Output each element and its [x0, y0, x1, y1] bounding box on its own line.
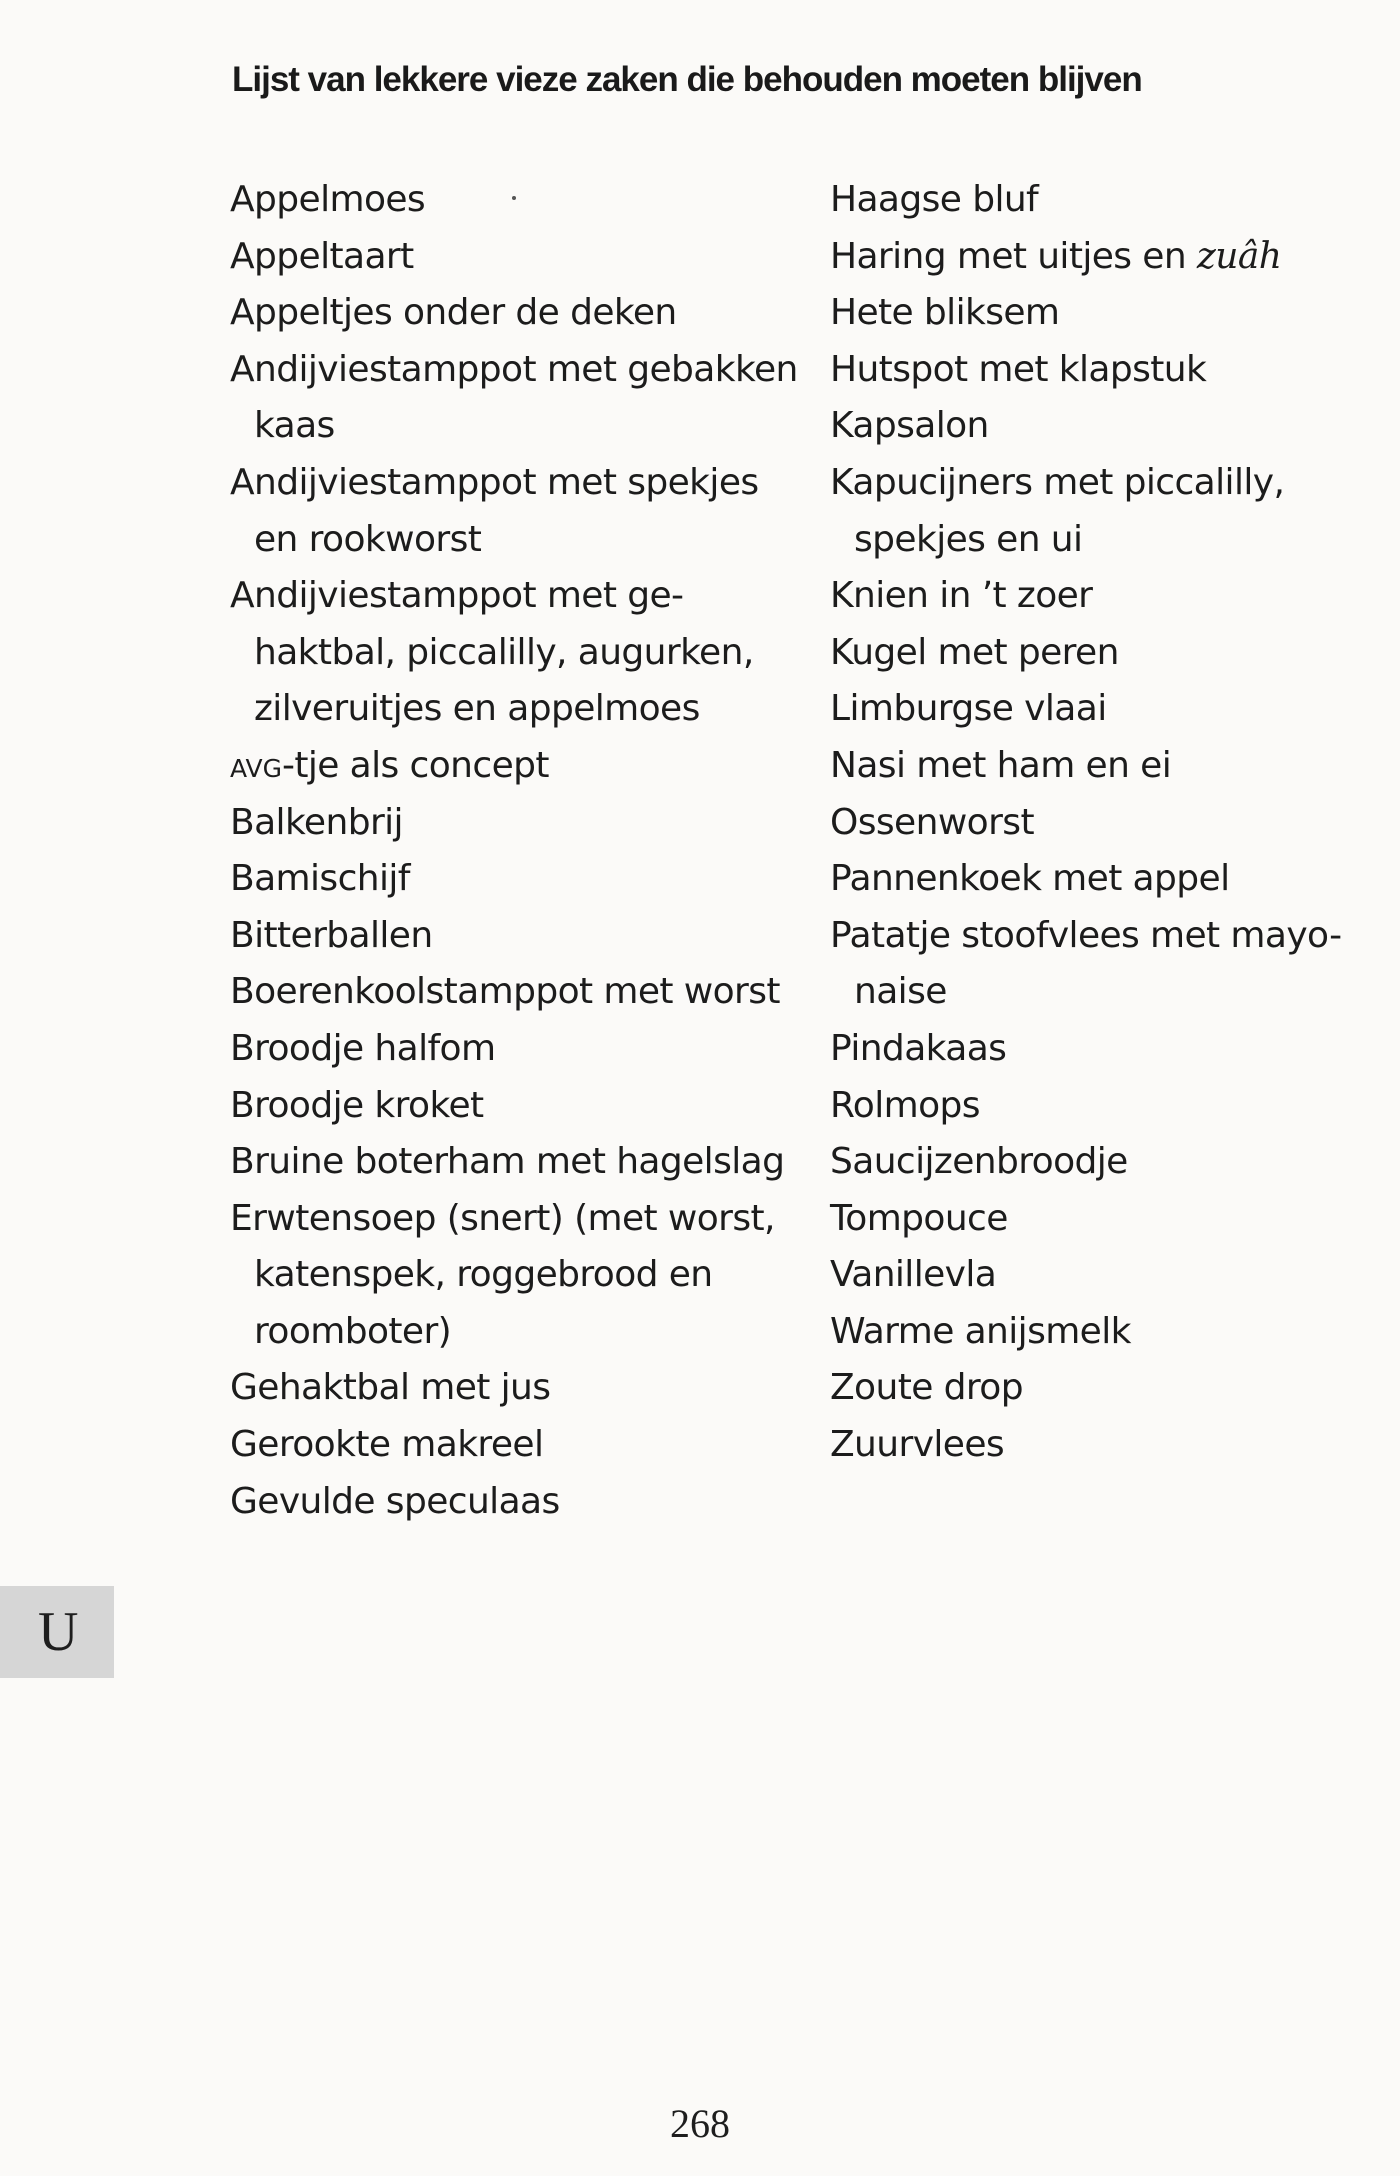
list-item-line: en rookworst	[254, 518, 482, 560]
list-item-line: Kapucijners met piccalilly,	[830, 461, 1285, 503]
list-item-text	[830, 1198, 1008, 1239]
list-item	[230, 1021, 798, 1078]
list-item	[830, 1191, 1342, 1248]
list-item	[830, 1304, 1342, 1361]
list-item-text	[230, 1198, 775, 1239]
list-item-text	[830, 688, 1107, 729]
list-item-text	[230, 1367, 550, 1408]
list-item-line: -tje als concept	[281, 744, 549, 786]
list-item-text	[830, 179, 1038, 220]
list-item-continuation	[230, 1304, 798, 1361]
list-item-line: Andijviestamppot met ge-	[230, 575, 684, 617]
list-item	[230, 964, 798, 1021]
list-item-line: Patatje stoofvlees met mayo-	[830, 914, 1342, 956]
list-item	[230, 229, 798, 286]
list-item-line: Gevulde speculaas	[230, 1480, 560, 1522]
list-item-continuation	[230, 681, 798, 738]
list-item-line: haktbal, piccalilly, augurken,	[254, 631, 754, 673]
list-item-continuation	[230, 512, 798, 569]
list-item-text	[830, 1028, 1006, 1069]
list-item-text	[830, 1141, 1128, 1182]
left-column-list	[230, 172, 798, 1530]
list-item	[230, 1360, 798, 1417]
list-item-line: Kugel met peren	[830, 631, 1119, 673]
list-item-continuation	[230, 625, 798, 682]
list-item	[230, 1417, 798, 1474]
list-item	[830, 738, 1342, 795]
list-item	[230, 1134, 798, 1191]
italic-word: zuâh	[1196, 235, 1282, 277]
list-item-line: Gerookte makreel	[230, 1424, 544, 1466]
list-item-text	[830, 745, 1171, 786]
list-item-line: Hutspot met klapstuk	[830, 348, 1207, 390]
list-item-line: Knien in ’t zoer	[830, 575, 1093, 617]
list-item-line: Hete bliksem	[830, 292, 1060, 334]
list-item-text	[230, 1424, 543, 1465]
list-item	[830, 568, 1342, 625]
list-item	[230, 285, 798, 342]
list-item	[230, 851, 798, 908]
list-item-line: kaas	[254, 405, 335, 447]
list-item	[230, 738, 798, 795]
list-item	[830, 285, 1342, 342]
list-item	[230, 1474, 798, 1531]
list-item-text	[230, 1481, 560, 1522]
page-title: Lijst van lekkere vieze zaken die behouden moeten blijven	[232, 60, 1142, 99]
list-item-text	[830, 292, 1059, 333]
list-item-line: Bamischijf	[230, 858, 410, 900]
right-column-list	[830, 172, 1342, 1474]
list-item-line: Ossenworst	[830, 801, 1034, 843]
section-tab-letter: U	[38, 1601, 79, 1663]
list-item-line: Nasi met ham en ei	[830, 744, 1172, 786]
list-item-continuation	[230, 1247, 798, 1304]
list-item-line: katenspek, roggebrood en	[254, 1254, 713, 1296]
list-item	[830, 1360, 1342, 1417]
print-speck	[512, 196, 516, 200]
list-item	[830, 1247, 1342, 1304]
list-item-line: Pannenkoek met appel	[830, 858, 1230, 900]
page-number: 268	[670, 2101, 730, 2146]
list-item-text	[230, 745, 549, 786]
list-item	[830, 342, 1342, 399]
list-item	[230, 795, 798, 852]
list-item-text	[230, 462, 759, 503]
list-item-line: Haagse bluf	[830, 179, 1039, 220]
list-item-text	[830, 1311, 1131, 1352]
list-item	[230, 1078, 798, 1135]
list-item-line: roomboter)	[254, 1310, 452, 1352]
list-item-text	[830, 236, 1281, 277]
list-item	[830, 625, 1342, 682]
list-item-text	[230, 1085, 484, 1126]
list-item-text	[830, 632, 1119, 673]
list-item	[230, 568, 798, 738]
list-item	[830, 1078, 1342, 1135]
abbreviation: avg	[230, 744, 282, 786]
list-item-text	[230, 1028, 495, 1069]
list-item	[830, 398, 1342, 455]
list-item-line: Kapsalon	[830, 405, 989, 447]
list-item-line: Bruine boterham met hagelslag	[230, 1141, 785, 1183]
list-item-text	[830, 1367, 1023, 1408]
list-item-line: Zoute drop	[830, 1367, 1023, 1409]
list-item-text	[830, 349, 1206, 390]
list-item-line: zilveruitjes en appelmoes	[254, 688, 700, 730]
list-item-line: Balkenbrij	[230, 801, 403, 843]
list-item-text	[230, 1141, 784, 1182]
list-item-text	[230, 858, 410, 899]
list-item-line: Appeltaart	[230, 235, 414, 277]
list-item-text	[830, 802, 1034, 843]
list-item	[230, 342, 798, 455]
list-item	[230, 172, 798, 229]
list-item	[830, 172, 1342, 229]
list-item-line: Vanillevla	[830, 1254, 997, 1296]
list-item-text	[230, 236, 414, 277]
list-item	[830, 851, 1342, 908]
list-item	[830, 1021, 1342, 1078]
list-item-line: Boerenkoolstamppot met worst	[230, 971, 780, 1013]
list-item-line: Andijviestamppot met gebakken	[230, 348, 798, 390]
list-item-line: Appeltjes onder de deken	[230, 292, 677, 334]
list-item-line: Tompouce	[830, 1197, 1008, 1239]
list-item	[830, 1417, 1342, 1474]
list-item-text	[230, 915, 433, 956]
list-item-line: Zuurvlees	[830, 1424, 1005, 1466]
list-item-line: Gehaktbal met jus	[230, 1367, 551, 1409]
list-item-line: Broodje kroket	[230, 1084, 484, 1126]
list-item-continuation	[830, 512, 1342, 569]
list-item-text	[830, 1254, 996, 1295]
list-item-line: Pindakaas	[830, 1027, 1007, 1069]
list-item	[230, 1191, 798, 1361]
list-item-line: Appelmoes	[230, 179, 426, 220]
section-tab	[0, 1586, 114, 1678]
list-item-text	[830, 462, 1284, 503]
list-item-line: Limburgse vlaai	[830, 688, 1107, 730]
list-item-text	[230, 971, 780, 1012]
list-item	[830, 1134, 1342, 1191]
list-item-line: Broodje halfom	[230, 1027, 496, 1069]
list-item-line: Rolmops	[830, 1084, 980, 1126]
list-item-text	[830, 915, 1342, 956]
list-item-text	[230, 292, 677, 333]
list-item	[830, 681, 1342, 738]
list-item-text	[830, 1085, 980, 1126]
list-item	[830, 229, 1342, 286]
list-item-line: Erwtensoep (snert) (met worst,	[230, 1197, 775, 1239]
list-item-line: Bitterballen	[230, 914, 433, 956]
list-item	[830, 455, 1342, 568]
list-item-continuation	[830, 964, 1342, 1021]
list-item	[230, 908, 798, 965]
list-item-text	[830, 1424, 1004, 1465]
list-item-continuation	[230, 398, 798, 455]
list-item-text	[230, 179, 425, 220]
list-item-line: Haring met uitjes en	[830, 235, 1197, 277]
list-item-text	[830, 858, 1229, 899]
list-item-text	[230, 575, 683, 616]
list-item-text	[230, 802, 403, 843]
list-item-line: Andijviestamppot met spekjes	[230, 461, 759, 503]
list-item-text	[830, 405, 989, 446]
list-item-line: Warme anijsmelk	[830, 1310, 1131, 1352]
list-item	[830, 908, 1342, 1021]
list-item-line: spekjes en ui	[854, 518, 1083, 560]
list-item-line: Saucijzenbroodje	[830, 1141, 1128, 1183]
list-item-line: naise	[854, 971, 947, 1013]
list-item-text	[230, 349, 798, 390]
list-item-text	[830, 575, 1092, 616]
list-item	[830, 795, 1342, 852]
list-item	[230, 455, 798, 568]
